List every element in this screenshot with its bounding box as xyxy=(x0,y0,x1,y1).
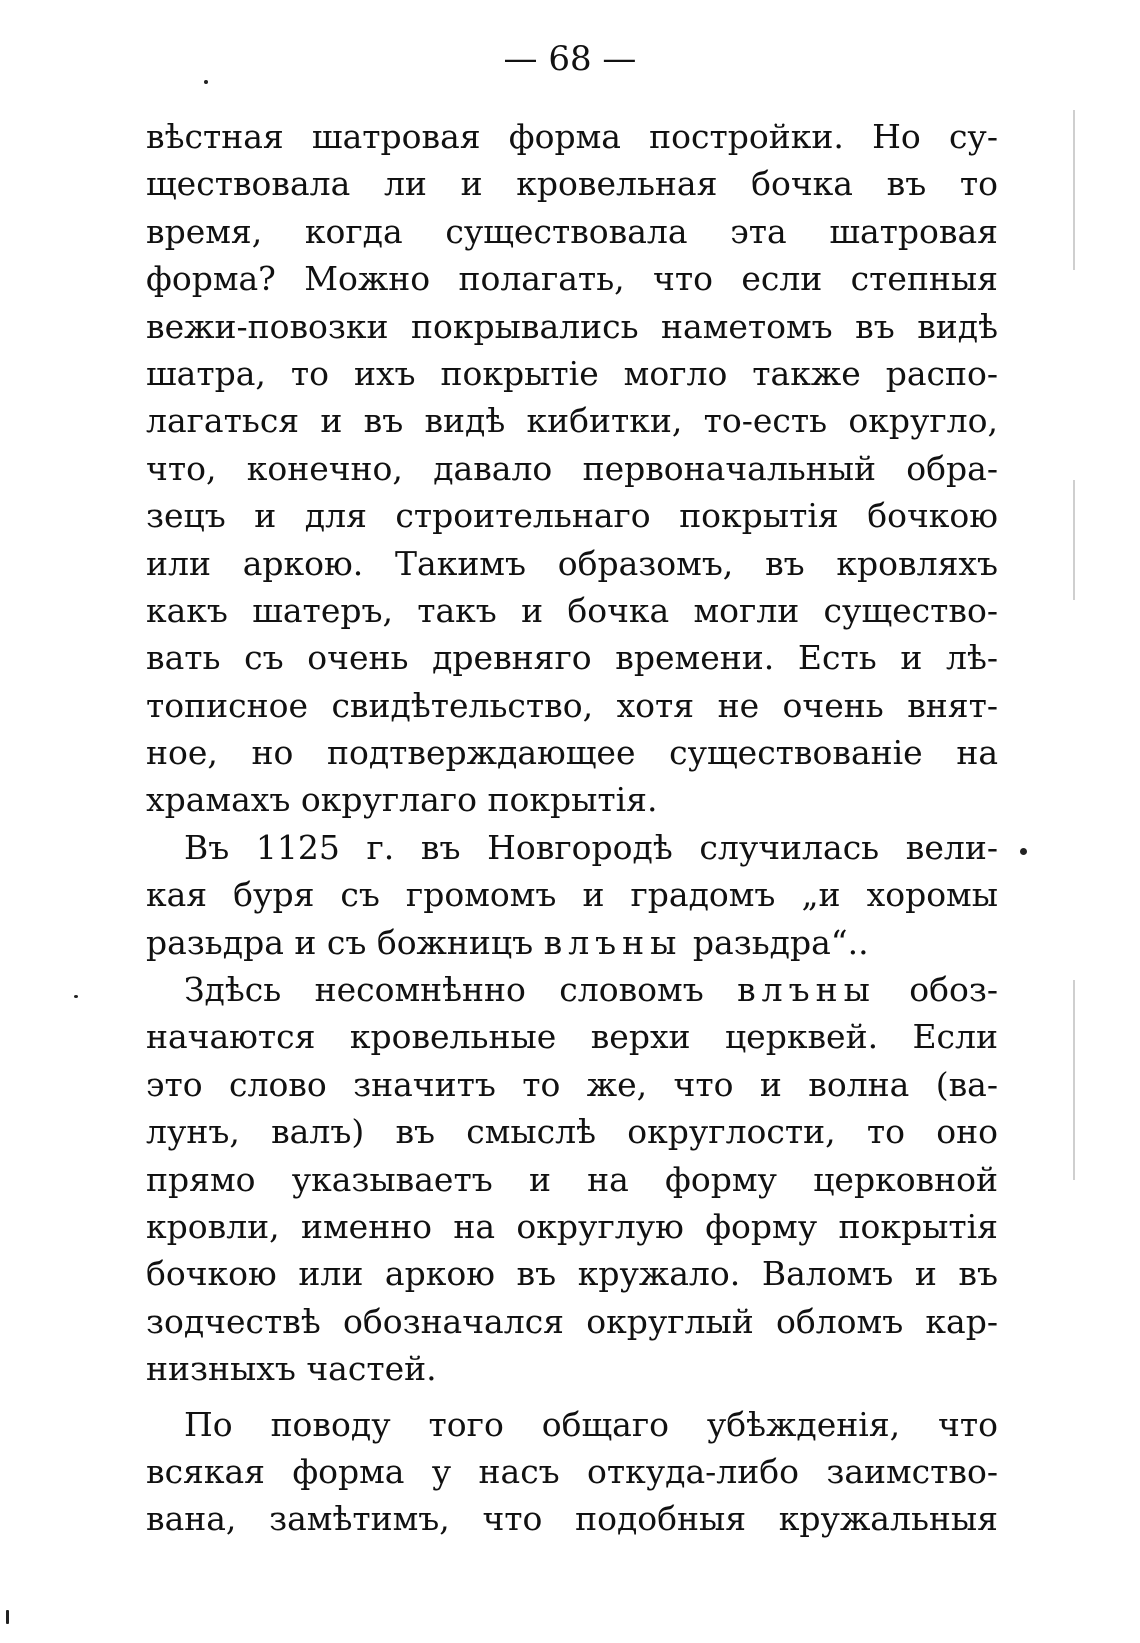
text-segment: разьдра“.. xyxy=(682,922,869,962)
text-line xyxy=(146,919,998,966)
text-line: лагаться и въ видѣ кибитки, то-есть округло, xyxy=(146,401,998,441)
paragraph xyxy=(146,1401,998,1543)
text-line: ное, но подтверждающее существованiе на xyxy=(146,733,998,773)
text-line: зецъ и для строительнаго покрытiя бочкою xyxy=(146,496,998,536)
text-line: тописное свидѣтельство, хотя не очень внят- xyxy=(146,685,998,725)
text-line: время, когда существовала эта шатровая xyxy=(146,211,998,251)
text-line: храмахъ округлаго покрытiя. xyxy=(146,780,658,820)
scan-edge-line xyxy=(1073,980,1075,1180)
text-segment: Здѣсь несомнѣнно словомъ xyxy=(184,970,738,1010)
text-line: бочкою или аркою въ кружало. Валомъ и въ xyxy=(146,1254,998,1294)
page-text xyxy=(146,113,998,1543)
scan-edge-line xyxy=(1073,110,1075,270)
paragraph xyxy=(146,113,998,824)
page-number: — 68 — xyxy=(503,39,637,79)
text-line: что, конечно, давало первоначальный обра- xyxy=(146,448,998,488)
scan-speck xyxy=(204,80,208,84)
text-line: какъ шатеръ, такъ и бочка могли существо- xyxy=(146,590,998,630)
text-line: низныхъ частей. xyxy=(146,1349,437,1389)
scan-speck xyxy=(1020,848,1027,855)
paragraph xyxy=(146,824,998,966)
text-line: зодчествѣ обозначался округлый обломъ кар- xyxy=(146,1301,998,1341)
scan-speck xyxy=(6,1610,9,1624)
text-line: вѣстная шатровая форма постройки. Но су- xyxy=(146,117,998,156)
text-line: шатра, то ихъ покрытiе могло также распо- xyxy=(146,353,998,393)
text-line: вать съ очень древняго времени. Есть и лѣ- xyxy=(146,638,998,678)
paragraph-gap xyxy=(146,1393,998,1401)
text-line: прямо указываетъ и на форму церковной xyxy=(146,1159,998,1199)
text-line: кровли, именно на округлую форму покрытiя xyxy=(146,1206,998,1246)
scan-speck xyxy=(74,995,78,998)
text-segment: разьдра и съ божницъ xyxy=(146,922,544,962)
text-line xyxy=(146,966,998,1013)
text-segment: обоз- xyxy=(875,970,998,1010)
emphasized-word: влъны xyxy=(737,970,876,1010)
text-line: всякая форма у насъ откуда-либо заимство- xyxy=(146,1451,998,1491)
paragraph xyxy=(146,966,998,1393)
scan-edge-line xyxy=(1073,480,1075,600)
emphasized-word: влъны xyxy=(543,922,683,962)
text-line: это слово значитъ то же, что и волна (ва- xyxy=(146,1064,998,1104)
text-line: кая буря съ громомъ и градомъ „и хоромы xyxy=(146,875,998,915)
text-line: Въ 1125 г. въ Новгородѣ случилась вели- xyxy=(184,827,998,867)
text-line: ществовала ли и кровельная бочка въ то xyxy=(146,164,998,204)
text-line: вежи-повозки покрывались наметомъ въ видѣ xyxy=(146,306,998,346)
text-line: лунъ, валъ) въ смыслѣ округлости, то оно xyxy=(146,1112,998,1152)
text-line: вана, замѣтимъ, что подобныя кружальныя xyxy=(146,1499,998,1539)
text-line: По поводу того общаго убѣжденiя, что xyxy=(184,1404,998,1444)
text-line: форма? Можно полагать, что если степныя xyxy=(146,259,998,299)
text-line: или аркою. Такимъ образомъ, въ кровляхъ xyxy=(146,543,998,583)
text-line: начаются кровельные верхи церквей. Если xyxy=(146,1017,998,1057)
